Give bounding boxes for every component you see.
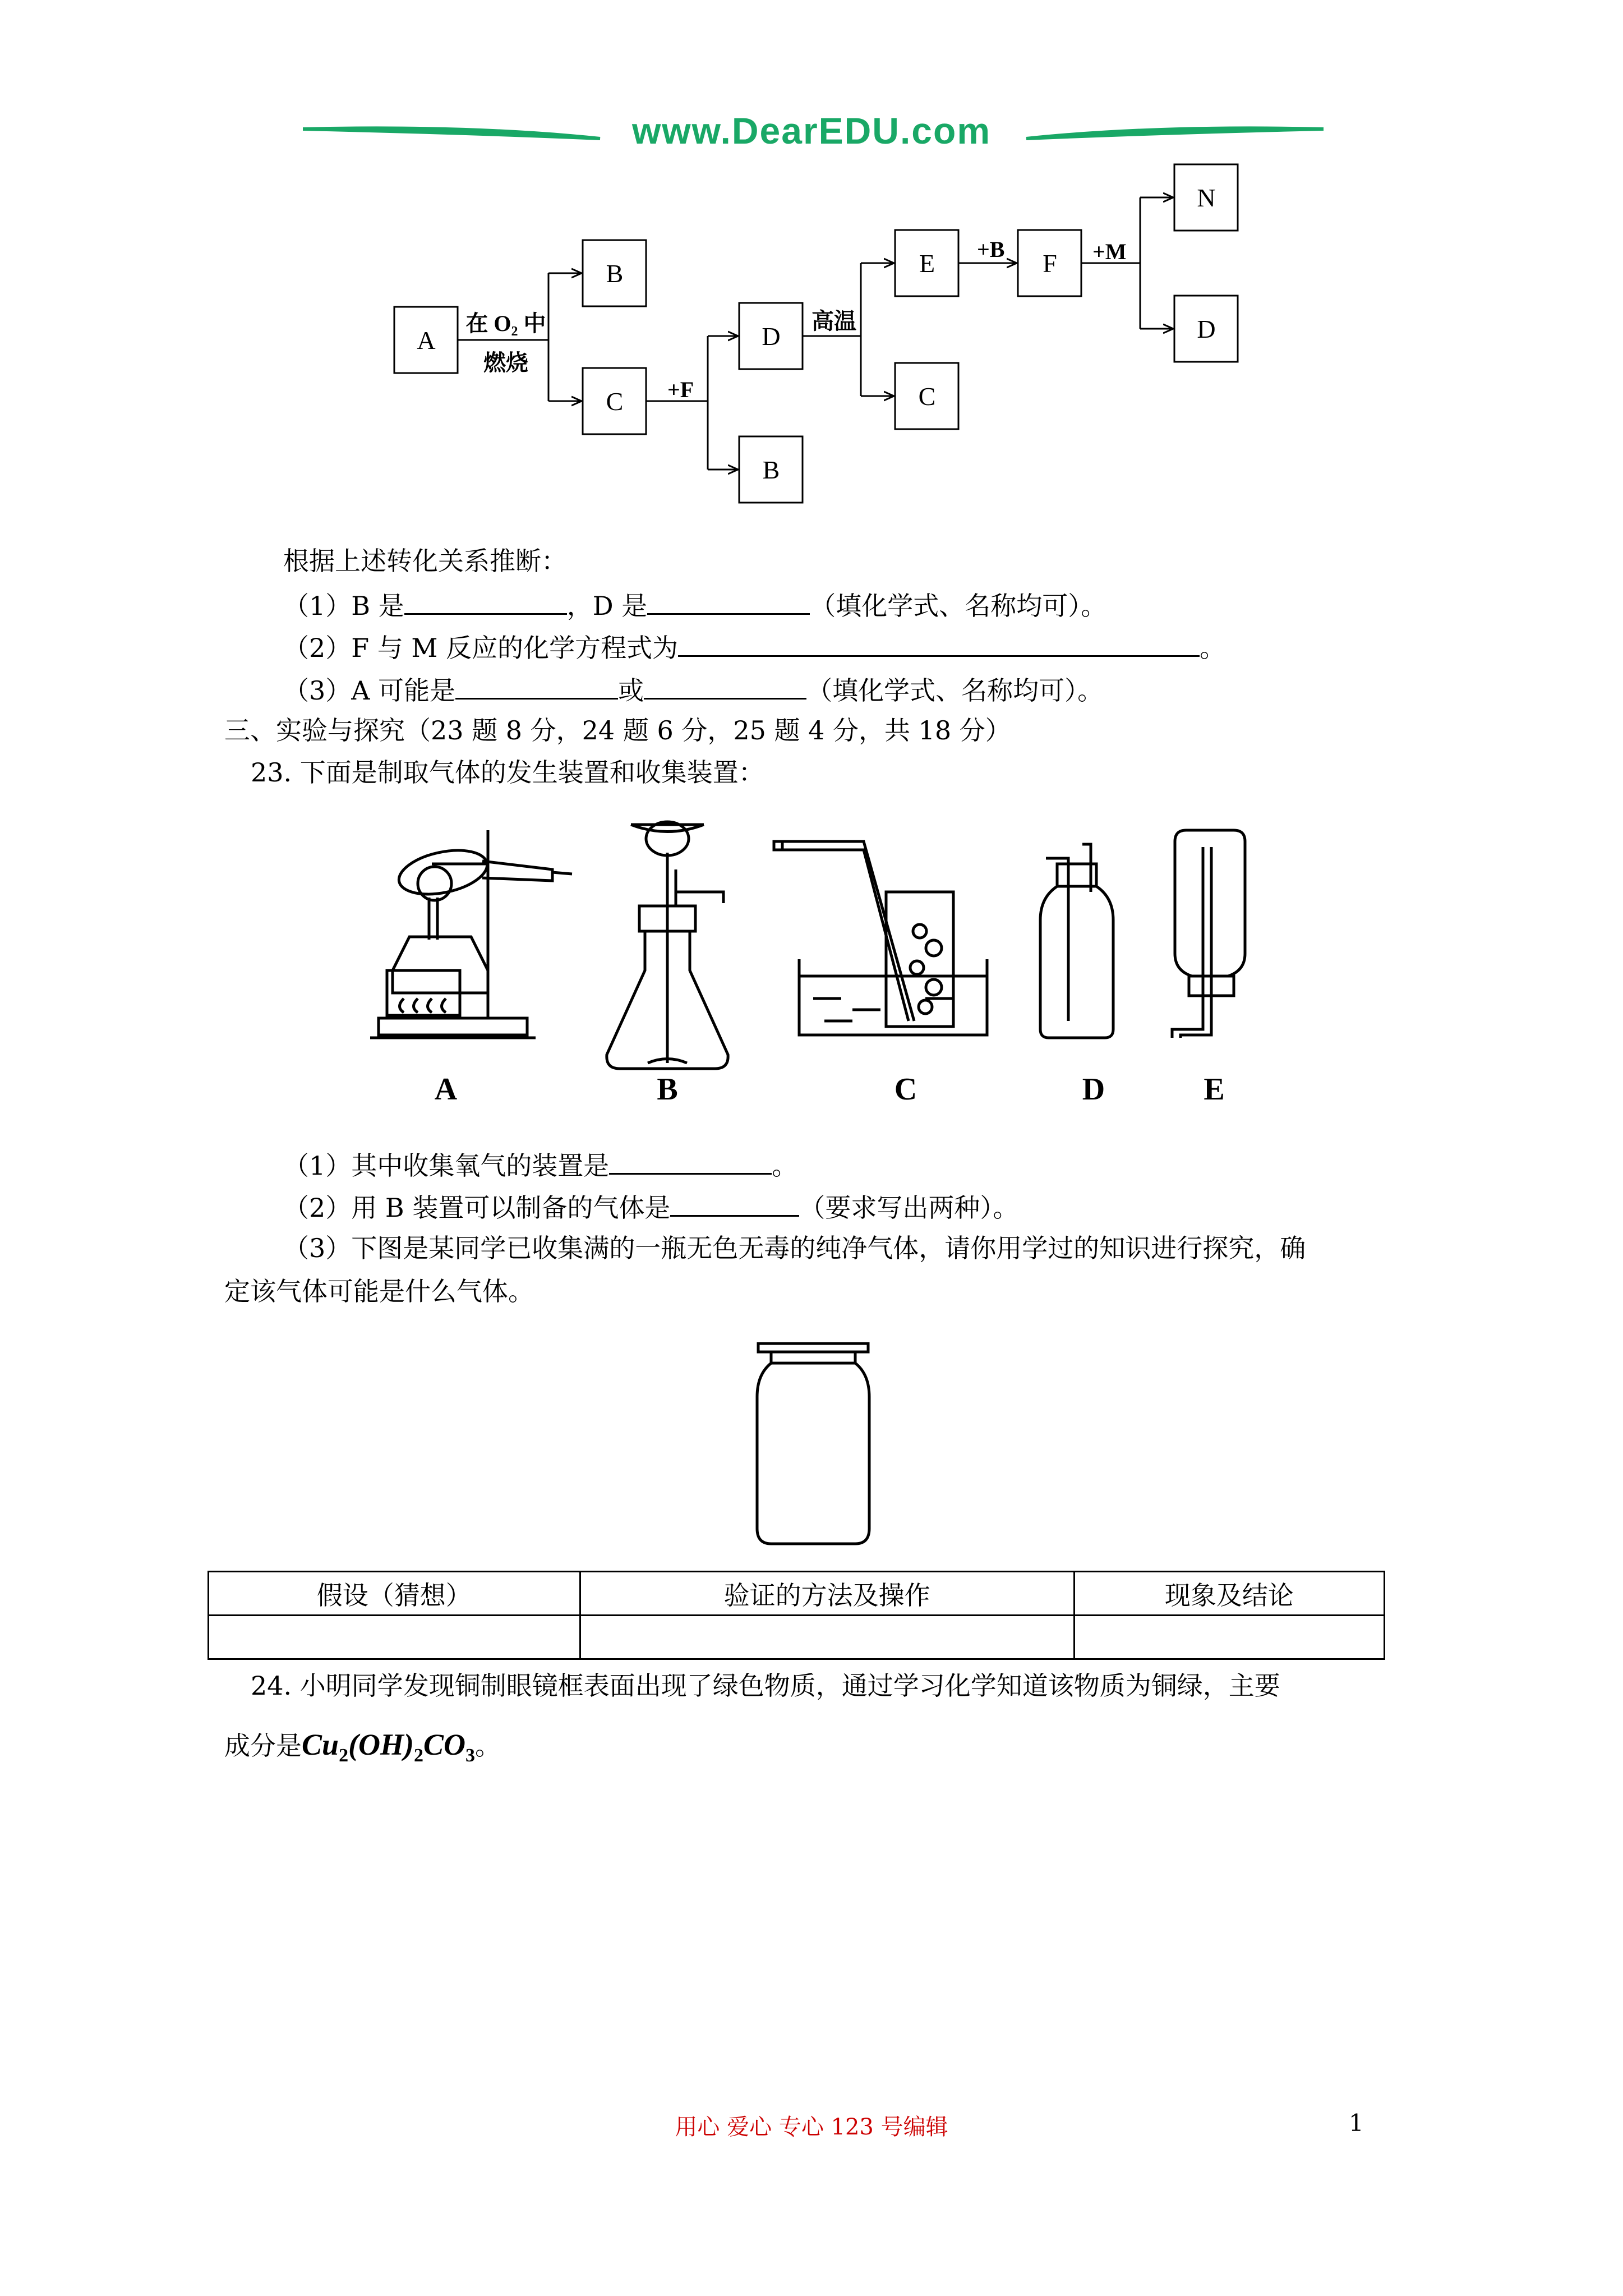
plus-f-label: +F: [667, 377, 694, 402]
hypothesis-table: [208, 1571, 1385, 1660]
apparatus-label-c: C: [894, 1072, 917, 1107]
apparatus-d: [1040, 844, 1113, 1038]
apparatus-label-b: B: [657, 1072, 678, 1107]
box-d1-label: D: [762, 322, 781, 351]
table-cell-conclusion[interactable]: [1074, 1616, 1384, 1659]
table-header-row: [209, 1572, 1385, 1616]
q23-sub3-line1: （3）下图是某同学已收集满的一瓶无色无毒的纯净气体，请你用学过的知识进行探究，确: [283, 1233, 1306, 1263]
table-row: [209, 1616, 1385, 1659]
box-c2-label: C: [918, 382, 936, 411]
apparatus-label-a: A: [434, 1072, 458, 1107]
q22-line2: （2）F 与 M 反应的化学方程式为 。: [283, 628, 1225, 665]
table-cell-hypothesis[interactable]: [209, 1616, 580, 1659]
q22-intro: 根据上述转化关系推断：: [283, 546, 567, 576]
q23-title: 23. 下面是制取气体的发生装置和收集装置：: [251, 757, 764, 788]
box-a-label: A: [417, 326, 436, 355]
plus-m-label: +M: [1092, 239, 1127, 264]
gas-jar-figure: [746, 1335, 880, 1554]
q22-line1: （1）B 是 ，D 是 （填化学式、名称均可）。: [283, 586, 1106, 623]
apparatus-c: [774, 841, 987, 1035]
q24-line2: 成分是$Cu_2(OH)_2CO_3$。: [224, 1728, 501, 1766]
q23-sub3-line2: 定该气体可能是什么气体。: [224, 1276, 534, 1306]
apparatus-figure: [0, 808, 1623, 1111]
plus-b-label: +B: [977, 237, 1005, 262]
table-header-conclusion: 现象及结论: [1074, 1572, 1384, 1616]
q24-line1: 24. 小明同学发现铜制眼镜框表面出现了绿色物质，通过学习化学知道该物质为铜绿，主要: [251, 1671, 1280, 1701]
box-d2-label: D: [1197, 315, 1216, 343]
table-cell-method[interactable]: [580, 1616, 1074, 1659]
q23-sub2: （2）用 B 装置可以制备的气体是 （要求写出两种）。: [283, 1188, 1018, 1225]
section-3-heading: 三、实验与探究（23 题 8 分，24 题 6 分，25 题 4 分，共 18 分）: [224, 715, 1011, 746]
apparatus-label-e: E: [1204, 1072, 1225, 1107]
box-f-label: F: [1043, 249, 1057, 278]
footer-editor-note: 用心 爱心 专心 123 号编辑: [675, 2114, 948, 2140]
q23-sub1: （1）其中收集氧气的装置是 。: [283, 1146, 797, 1182]
burn-label-top: 在 O₂ 中: [465, 311, 546, 336]
box-n-label: N: [1197, 183, 1216, 212]
apparatus-label-d: D: [1082, 1072, 1105, 1107]
box-e-label: E: [919, 249, 935, 278]
box-b2-label: B: [762, 455, 780, 484]
site-name: www.DearEDU.com: [631, 110, 992, 151]
high-temp-label: 高温: [811, 309, 856, 334]
apparatus-e: [1172, 830, 1245, 1038]
copper-carbonate-formula: $Cu_2(OH)_2CO_3$: [302, 1728, 476, 1766]
table-header-method: 验证的方法及操作: [580, 1572, 1074, 1616]
table-header-hypothesis: 假设（猜想）: [209, 1572, 580, 1616]
apparatus-b: [607, 822, 728, 1069]
apparatus-a: [370, 830, 572, 1038]
page-number: 1: [1349, 2109, 1364, 2137]
box-b1-label: B: [606, 259, 624, 288]
q22-line3: （3）A 可能是 或 （填化学式、名称均可）。: [283, 671, 1103, 707]
flow-diagram: [0, 0, 1623, 533]
burn-label-bottom: 燃烧: [483, 350, 528, 375]
box-c1-label: C: [606, 387, 624, 416]
